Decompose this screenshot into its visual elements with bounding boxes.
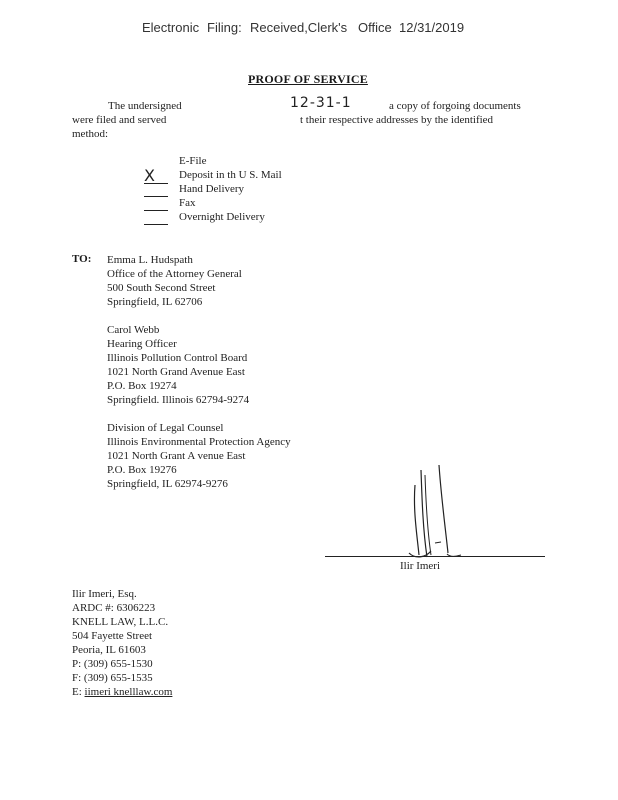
recipient-line: Springfield, IL 62706 (107, 296, 203, 308)
recipient-line: Illinois Environmental Protection Agency (107, 436, 291, 448)
intro-line1-left: The undersigned (108, 100, 182, 112)
method-fax-label: Fax (179, 197, 196, 209)
to-label: TO: (72, 253, 92, 265)
recipient-line: Hearing Officer (107, 338, 177, 350)
intro-line2-right: t their respective addresses by the identified (300, 114, 494, 126)
recipient-block-hearing-officer (107, 323, 249, 407)
recipient-line: Office of the Attorney General (107, 268, 242, 280)
signature-line (325, 556, 545, 557)
recipient-block-attorney-general (107, 253, 242, 309)
method-fax-line (144, 210, 168, 211)
intro-line1-right: a copy of forgoing documents (389, 100, 521, 112)
recipient-block-legal-counsel (107, 421, 291, 491)
header-word-electronic: Electronic (142, 20, 200, 35)
header-word-office: Office (358, 20, 392, 35)
recipient-line: 500 South Second Street (107, 282, 216, 294)
contact-email-link[interactable]: iimeri knelllaw.com (84, 686, 173, 698)
method-hand-line (144, 196, 168, 197)
recipient-line: Springfield. Illinois 62794-9274 (107, 394, 250, 406)
recipient-line: Carol Webb (107, 324, 160, 336)
recipient-line: Emma L. Hudspath (107, 254, 193, 266)
header-word-filing: Filing: (207, 20, 242, 35)
contact-fax: F: (309) 655-1535 (72, 672, 153, 684)
method-overnight-line (144, 224, 168, 225)
method-efile-label: E-File (179, 155, 207, 167)
contact-firm: KNELL LAW, L.L.C. (72, 616, 169, 628)
recipient-line: Division of Legal Counsel (107, 422, 224, 434)
intro-line3: method: (72, 128, 109, 140)
header-date: 12/31/2019 (399, 20, 465, 35)
contact-phone: P: (309) 655-1530 (72, 658, 153, 670)
recipient-line: Illinois Pollution Control Board (107, 352, 248, 364)
contact-name: Ilir Imeri, Esq. (72, 588, 137, 600)
header-word-received: Received,Clerk's (250, 20, 348, 35)
method-mail-label: Deposit in th U S. Mail (179, 169, 282, 181)
contact-ardc: ARDC #: 6306223 (72, 602, 156, 614)
recipient-line: 1021 North Grand Avenue East (107, 366, 245, 378)
recipient-line: P.O. Box 19274 (107, 380, 177, 392)
contact-email-row (72, 685, 172, 699)
method-overnight-label: Overnight Delivery (179, 211, 265, 223)
recipient-line: P.O. Box 19276 (107, 464, 177, 476)
contact-city: Peoria, IL 61603 (72, 644, 146, 656)
contact-email-prefix: E: (72, 686, 82, 698)
method-mail-check-mark: X (144, 166, 155, 185)
attorney-contact-block (72, 587, 172, 699)
handwritten-signature (395, 455, 475, 565)
contact-street: 504 Fayette Street (72, 630, 153, 642)
page-title: PROOF OF SERVICE (248, 72, 368, 86)
recipient-line: Springfield, IL 62974-9276 (107, 478, 228, 490)
method-hand-label: Hand Delivery (179, 183, 245, 195)
signature-name: Ilir Imeri (400, 560, 441, 572)
handwritten-date: 12-31-1 (290, 95, 352, 111)
recipient-line: 1021 North Grant A venue East (107, 450, 246, 462)
intro-line2-left: were filed and served (72, 114, 167, 126)
